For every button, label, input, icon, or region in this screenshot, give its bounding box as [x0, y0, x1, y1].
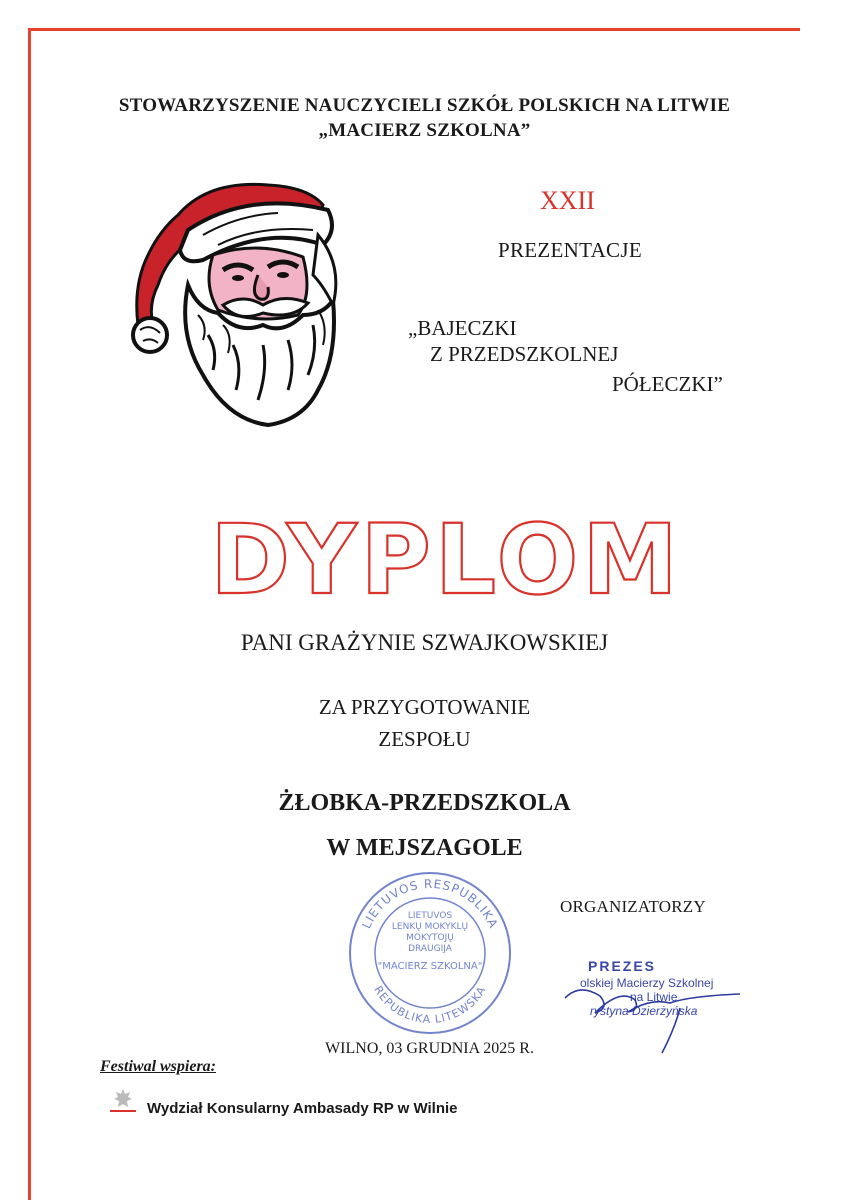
stamp-inner-1: LIETUVOS	[407, 911, 453, 921]
recipient-name: PANI GRAŻYNIE SZWAJKOWSKIEJ	[240, 630, 609, 655]
reason-line1: ZA PRZYGOTOWANIE	[318, 695, 531, 719]
organization-subname: „MACIERZ SZKOLNA”	[318, 120, 531, 141]
signature-line2: na Litwie	[630, 990, 678, 1004]
signature-title: PREZES	[588, 958, 657, 974]
organization-name: STOWARZYSZENIE NAUCZYCIELI SZKÓŁ POLSKICH NA LITWIE	[118, 95, 731, 116]
stamp-inner-3: MOKYTOJŲ	[406, 933, 454, 943]
diploma-heading-text: DYPLOM	[210, 505, 682, 615]
stamp-inner-4: DRAUGIJA	[408, 944, 452, 954]
event-title-line2: Z PRZEDSZKOLNEJ	[430, 342, 619, 366]
institution-line2: W MEJSZAGOLE	[326, 835, 523, 861]
sponsor-name: Wydział Konsularny Ambasady RP w Wilnie	[147, 1100, 458, 1117]
polish-eagle-icon	[110, 1086, 136, 1116]
support-label: Festiwal wspiera:	[100, 1058, 217, 1075]
institution-line1: ŻŁOBKA-PRZEDSZKOLA	[278, 790, 571, 816]
stamp-outer-bottom: REPUBLIKA LITEWSKA	[371, 983, 489, 1027]
organizers-label: ORGANIZATORZY	[560, 897, 706, 916]
presentations-label: PREZENTACJE	[498, 238, 642, 262]
top-border-line	[28, 28, 800, 31]
edition-number: XXII	[540, 186, 595, 215]
left-border-line	[28, 28, 31, 1200]
signature-line1: olskiej Macierzy Szkolnej	[580, 976, 714, 990]
date-place: WILNO, 03 GRUDNIA 2025 R.	[325, 1040, 534, 1057]
event-title-line1: „BAJECZKI	[408, 316, 517, 340]
official-stamp	[345, 868, 515, 1038]
event-title-line3: PÓŁECZKI”	[612, 372, 723, 396]
diploma-heading	[196, 505, 696, 615]
stamp-inner-2: LENKŲ MOKYKLŲ	[391, 922, 469, 932]
stamp-outer-top: LIETUVOS RESPUBLIKA	[359, 876, 501, 931]
santa-illustration	[118, 175, 358, 435]
reason-line2: ZESPOŁU	[378, 727, 471, 751]
stamp-center: "MACIERZ SZKOLNA"	[377, 961, 483, 972]
signature-line3: rystyna Dzierżyńska	[590, 1004, 698, 1018]
